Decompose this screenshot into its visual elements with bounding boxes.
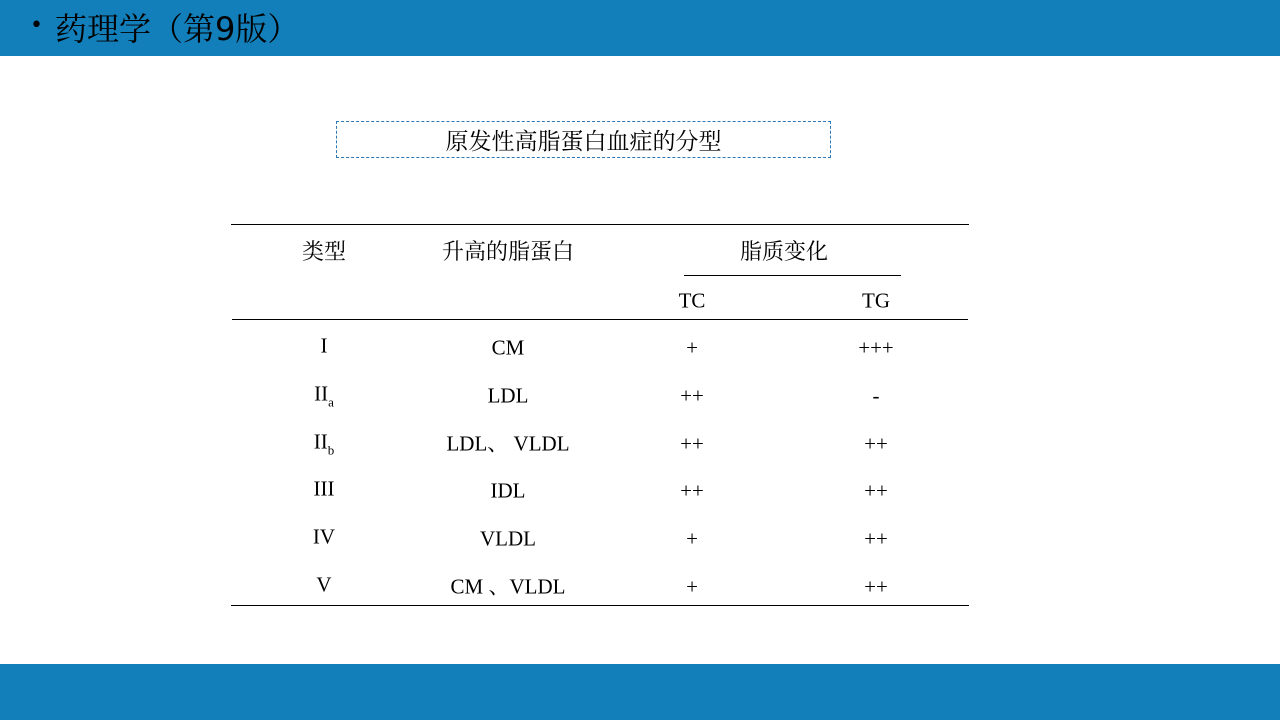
row-tc: ++ [680,478,704,503]
header-lipoprotein: 升高的脂蛋白 [441,240,575,265]
table-bottom-rule [231,605,969,606]
row-lipoprotein: VLDL [480,526,536,551]
lipid-change-underline [684,275,901,276]
header-bottom-rule [232,319,968,320]
header-type: 类型 [301,240,347,265]
row-tg: +++ [858,335,894,360]
row-tg: - [872,383,880,408]
row-type: I [320,333,328,358]
table-caption [336,121,831,158]
row-lipoprotein: LDL [487,383,529,408]
row-lipoprotein: CM [491,335,525,360]
bullet-icon: • [30,12,43,38]
row-tc: + [686,574,698,599]
row-tc: + [686,526,698,551]
row-tg: ++ [864,526,888,551]
row-lipoprotein: LDL、 VLDL [446,431,570,456]
row-type: $II_b$ [313,429,335,458]
header-tc: TC [678,288,706,313]
row-type: III [313,476,335,501]
row-lipoprotein: IDL [490,478,526,503]
row-type: $II_a$ [314,381,334,410]
row-tg: ++ [864,574,888,599]
row-lipoprotein: CM 、VLDL [450,574,566,599]
row-tg: ++ [864,431,888,456]
page-title-wrap [30,4,299,50]
row-type: IV [312,524,336,549]
header-tg: TG [862,288,890,313]
page-title: 药理学（第9版） [54,10,300,48]
row-tc: + [686,335,698,360]
table-top-rule [231,224,969,225]
header-lipid-change: 脂质变化 [739,240,829,265]
row-type: V [316,572,332,597]
footer-bar [0,664,1280,720]
row-tc: ++ [680,383,704,408]
row-tc: ++ [680,431,704,456]
table-caption-text: 原发性高脂蛋白血症的分型 [445,129,722,155]
row-tg: ++ [864,478,888,503]
